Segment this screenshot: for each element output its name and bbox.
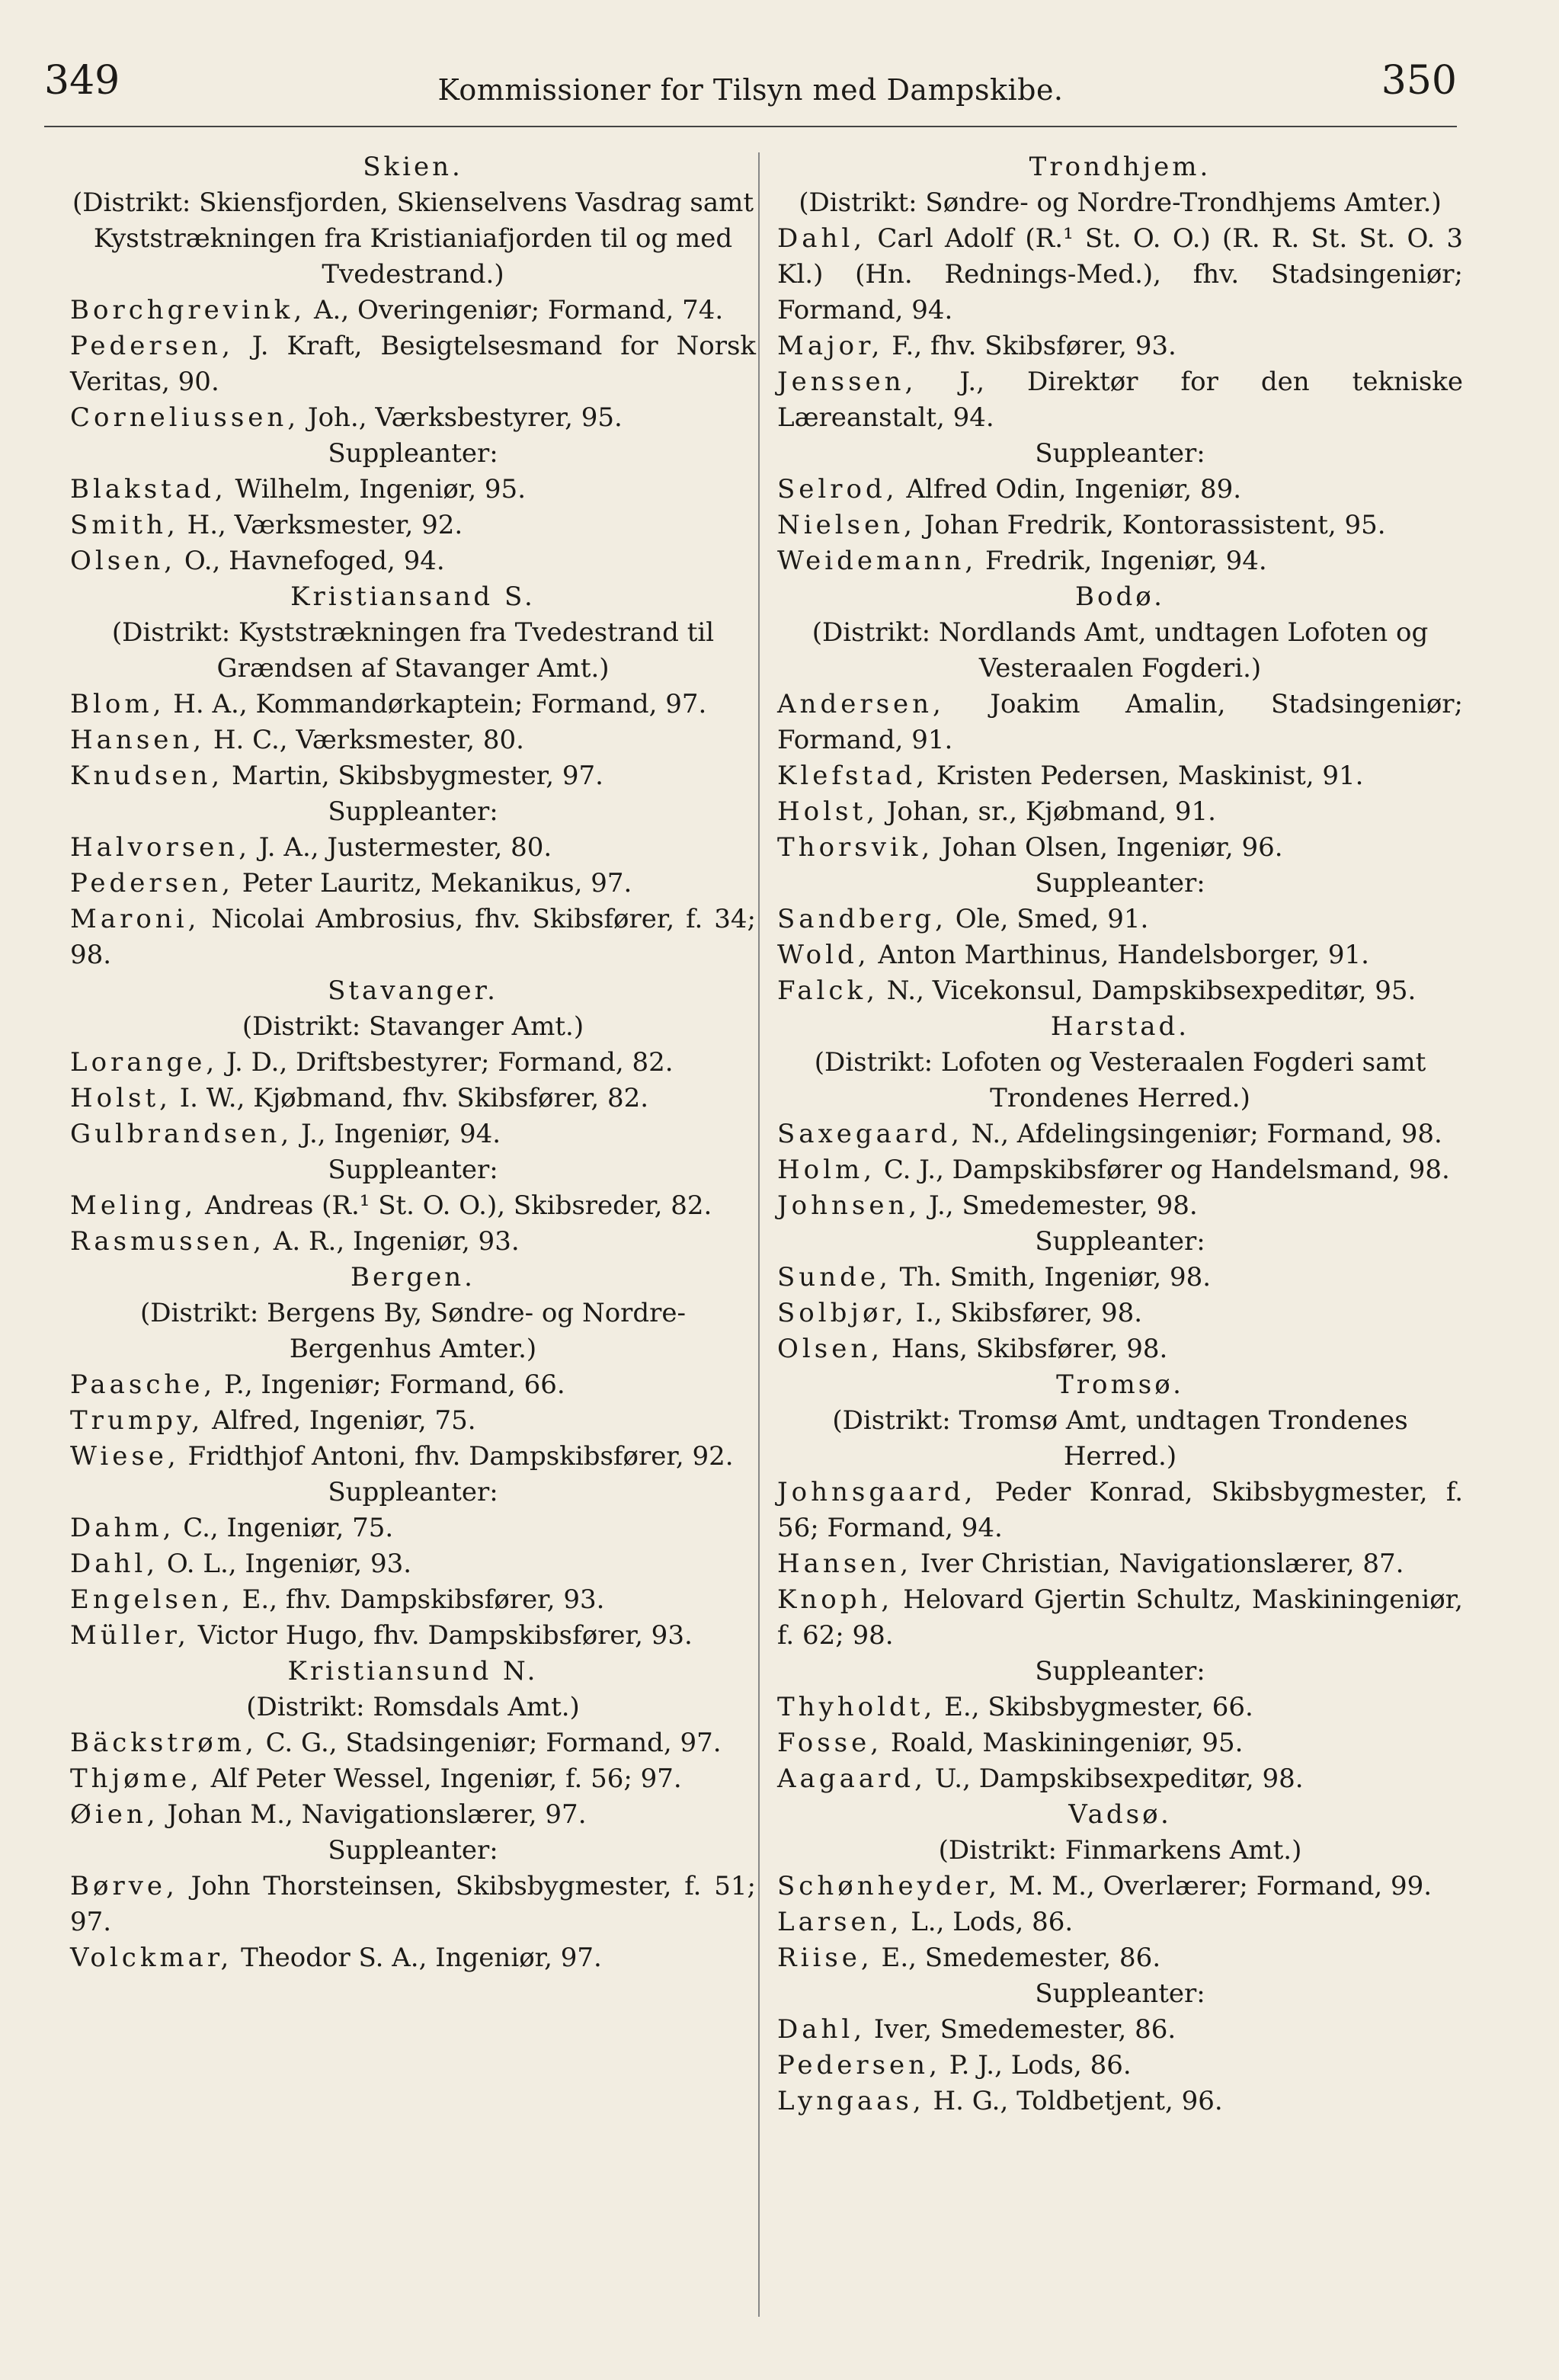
suppleanter-heading: Suppleanter: (328, 1835, 498, 1866)
right-column (777, 149, 1463, 2119)
entry (70, 543, 756, 579)
entry-details: Th. Smith, Ingeniør, 98. (891, 1262, 1212, 1293)
entry-details: Ole, Smed, 91. (946, 904, 1149, 934)
entry-name: Andersen, (777, 689, 945, 719)
entry-details: M. M., Overlærer; Formand, 99. (1000, 1871, 1433, 1901)
entry-name: Holm, (777, 1155, 876, 1185)
entry-name: Larsen, (777, 1907, 903, 1937)
district-note: (Distrikt: Tromsø Amt, undtagen Trondenes Herred.) (832, 1405, 1408, 1472)
entry (777, 472, 1463, 508)
entry (70, 1081, 756, 1116)
suppleanter-heading: Suppleanter: (1035, 1656, 1205, 1687)
page-header (44, 44, 1457, 120)
entry-details: O., Havnefoged, 94. (176, 546, 445, 576)
section-heading: Tromsø. (1056, 1369, 1184, 1400)
entry-name: Saxegaard, (777, 1119, 963, 1149)
entry (777, 1869, 1463, 1904)
entry (777, 830, 1463, 866)
entry-details: I., Skibsfører, 98. (907, 1298, 1143, 1328)
district-note: (Distrikt: Kyststrækningen fra Tvedestrand til Grændsen af Stavanger Amt.) (111, 617, 715, 684)
entry-name: Meling, (70, 1190, 197, 1221)
entry-name: Olsen, (70, 546, 177, 576)
entry (777, 1546, 1463, 1582)
entry-name: Pedersen, (70, 868, 234, 899)
entry-details: E., Smedemester, 86. (872, 1943, 1161, 1973)
entry (70, 1403, 756, 1439)
entry (70, 1725, 756, 1761)
entry-name: Dahl, (777, 223, 866, 254)
entry-name: Gulbrandsen, (70, 1119, 293, 1149)
entry-name: Holst, (777, 796, 879, 827)
entry-details: N., Vicekonsul, Dampskibsexpeditør, 95. (878, 975, 1417, 1006)
entry (70, 1761, 756, 1797)
entry (777, 1296, 1463, 1331)
entry-name: Dahm, (70, 1513, 175, 1543)
entry-details: Iver Christian, Navigationslærer, 87. (912, 1549, 1404, 1579)
entry-details: H. G., Toldbetjent, 96. (924, 2086, 1223, 2116)
entry-details: E., fhv. Dampskibsfører, 93. (233, 1584, 605, 1615)
entry (777, 328, 1463, 364)
entry-name: Klefstad, (777, 761, 928, 791)
entry-details: Johan, sr., Kjøbmand, 91. (878, 796, 1216, 827)
entry-name: Pedersen, (777, 2050, 941, 2080)
entry (777, 1260, 1463, 1296)
entry (777, 364, 1463, 436)
page-number-left: 349 (44, 58, 120, 104)
entry (777, 1475, 1463, 1546)
district-note: (Distrikt: Skiensfjorden, Skienselvens Vasdrag samt Kyststrækningen fra Kristianiafjorden til og med Tvedestrand.) (72, 187, 754, 290)
district-note: (Distrikt: Stavanger Amt.) (242, 1011, 584, 1042)
section-heading: Kristiansund N. (287, 1656, 539, 1687)
entry (70, 1367, 756, 1403)
entry-details: J., Ingeniør, 94. (293, 1119, 501, 1149)
section-heading: Skien. (363, 152, 463, 182)
entry-name: Lorange, (70, 1047, 219, 1078)
entry-details: J. D., Driftsbestyrer; Formand, 82. (218, 1047, 674, 1078)
entry-details: Joh., Værksbestyrer, 95. (299, 402, 623, 433)
entry (777, 794, 1463, 830)
entry (70, 1188, 756, 1224)
entry-name: Maroni, (70, 904, 200, 934)
entry-details: Joakim Amalin, Stadsingeniør; Formand, 91. (777, 689, 1463, 755)
entry-name: Corneliussen, (70, 402, 300, 433)
entry-details: E., Skibsbygmester, 66. (936, 1692, 1253, 1722)
entry-name: Blakstad, (70, 474, 227, 505)
entry-details: Johan Fredrik, Kontorassistent, 95. (915, 510, 1386, 540)
entry-details: J. A., Justermester, 80. (251, 832, 552, 863)
entry-details: J., Smedemester, 98. (920, 1190, 1198, 1221)
entry-name: Knoph, (777, 1584, 894, 1615)
entry (70, 866, 756, 902)
header-rule (44, 126, 1457, 127)
entry (777, 1725, 1463, 1761)
entry (777, 1152, 1463, 1188)
entry-details: Kristen Pedersen, Maskinist, 91. (927, 761, 1364, 791)
entry-name: Thjøme, (70, 1763, 203, 1794)
entry (70, 1439, 756, 1475)
entry-name: Pedersen, (70, 331, 234, 361)
entry-details: Anton Marthinus, Handelsborger, 91. (869, 940, 1369, 970)
entry (777, 508, 1463, 543)
entry-name: Jenssen, (777, 367, 917, 397)
entry-details: H., Værksmester, 92. (178, 510, 463, 540)
suppleanter-heading: Suppleanter: (328, 796, 498, 827)
entry-name: Schønheyder, (777, 1871, 1001, 1901)
entry-details: J., Direktør for den tekniske Læreanstalt, 94. (777, 367, 1463, 433)
entry (70, 1546, 756, 1582)
entry (70, 1510, 756, 1546)
entry-name: Wiese, (70, 1441, 180, 1472)
entry-details: Johan M., Navigationslærer, 97. (158, 1799, 587, 1830)
entry (777, 1761, 1463, 1797)
entry-details: F., fhv. Skibsfører, 93. (883, 331, 1176, 361)
district-note: (Distrikt: Lofoten og Vesteraalen Fogderi samt Trondenes Herred.) (814, 1047, 1426, 1113)
section-heading: Stavanger. (328, 975, 498, 1006)
suppleanter-heading: Suppleanter: (1035, 438, 1205, 469)
suppleanter-heading: Suppleanter: (1035, 868, 1205, 899)
entry-details: Iver, Smedemester, 86. (866, 2014, 1176, 2045)
district-note: (Distrikt: Nordlands Amt, undtagen Lofoten og Vesteraalen Fogderi.) (812, 617, 1429, 684)
entry-details: Wilhelm, Ingeniør, 95. (226, 474, 526, 505)
entry-details: Fridthjof Antoni, fhv. Dampskibsfører, 92. (179, 1441, 734, 1472)
left-column (70, 149, 756, 1976)
column-divider (758, 152, 760, 2317)
entry (70, 1618, 756, 1654)
entry-details: Peter Lauritz, Mekanikus, 97. (233, 868, 632, 899)
entry-name: Rasmussen, (70, 1226, 265, 1257)
entry (70, 902, 756, 973)
entry (777, 937, 1463, 973)
suppleanter-heading: Suppleanter: (328, 438, 498, 469)
district-note: (Distrikt: Romsdals Amt.) (246, 1692, 580, 1722)
entry (70, 722, 756, 758)
entry-details: Theodor S. A., Ingeniør, 97. (232, 1943, 602, 1973)
entry (70, 400, 756, 436)
entry-details: Victor Hugo, fhv. Dampskibsfører, 93. (189, 1620, 693, 1651)
entry-details: Alfred Odin, Ingeniør, 89. (898, 474, 1242, 505)
entry-name: Solbjør, (777, 1298, 908, 1328)
entry-name: Holst, (70, 1083, 171, 1113)
entry-name: Thorsvik, (777, 832, 934, 863)
entry-details: C., Ingeniør, 75. (174, 1513, 394, 1543)
entry (777, 2012, 1463, 2048)
entry-name: Dahl, (777, 2014, 866, 2045)
district-note: (Distrikt: Finmarkens Amt.) (938, 1835, 1302, 1866)
entry (70, 1940, 756, 1976)
entry-details: Helovard Gjertin Schultz, Maskiningeniør, f. 62; 98. (777, 1584, 1463, 1651)
entry (70, 1116, 756, 1152)
entry-name: Trumpy, (70, 1405, 204, 1436)
entry-name: Müller, (70, 1620, 190, 1651)
suppleanter-heading: Suppleanter: (1035, 1226, 1205, 1257)
entry (70, 1045, 756, 1081)
entry (777, 1940, 1463, 1976)
entry-name: Sunde, (777, 1262, 892, 1293)
entry (70, 830, 756, 866)
entry (777, 687, 1463, 758)
suppleanter-heading: Suppleanter: (328, 1155, 498, 1185)
entry-details: Hans, Skibsfører, 98. (883, 1334, 1168, 1364)
entry-details: Martin, Skibsbygmester, 97. (223, 761, 603, 791)
entry-details: P. J., Lods, 86. (940, 2050, 1132, 2080)
entry-details: Alfred, Ingeniør, 75. (203, 1405, 476, 1436)
entry-details: J. Kraft, Besigtelsesmand for Norsk Veritas, 90. (70, 331, 756, 397)
entry-name: Dahl, (70, 1549, 159, 1579)
entry (777, 221, 1463, 328)
entry-name: Børve, (70, 1871, 178, 1901)
entry-details: H. C., Værksmester, 80. (205, 725, 524, 755)
page-number-right: 350 (1381, 58, 1457, 104)
entry-details: John Thorsteinsen, Skibsbygmester, f. 51; 97. (70, 1871, 756, 1937)
entry-details: Nicolai Ambrosius, fhv. Skibsfører, f. 34; 98. (70, 904, 756, 970)
entry (777, 1116, 1463, 1152)
entry (777, 2084, 1463, 2119)
entry-name: Hansen, (70, 725, 206, 755)
entry-details: Johan Olsen, Ingeniør, 96. (933, 832, 1283, 863)
entry-name: Aagaard, (777, 1763, 927, 1794)
entry-details: Alf Peter Wessel, Ingeniør, f. 56; 97. (202, 1763, 682, 1794)
entry-name: Øien, (70, 1799, 159, 1830)
entry (777, 1188, 1463, 1224)
entry-details: L., Lods, 86. (902, 1907, 1074, 1937)
suppleanter-heading: Suppleanter: (1035, 1978, 1205, 2009)
entry (70, 687, 756, 722)
entry-details: O. L., Ingeniør, 93. (158, 1549, 412, 1579)
entry-details: A., Overingeniør; Formand, 74. (306, 295, 724, 325)
entry-name: Johnsen, (777, 1190, 921, 1221)
entry-details: P., Ingeniør; Formand, 66. (216, 1369, 565, 1400)
entry-details: H. A., Kommandørkaptein; Formand, 97. (165, 689, 707, 719)
entry (70, 293, 756, 328)
entry-name: Engelsen, (70, 1584, 234, 1615)
entry-name: Knudsen, (70, 761, 224, 791)
entry (70, 1869, 756, 1940)
entry-name: Blom, (70, 689, 165, 719)
entry-name: Halvorsen, (70, 832, 251, 863)
entry (70, 328, 756, 400)
entry (777, 1690, 1463, 1725)
entry-details: N., Afdelingsingeniør; Formand, 98. (963, 1119, 1442, 1149)
entry-name: Selrod, (777, 474, 898, 505)
entry (777, 1582, 1463, 1654)
entry-details: Peder Konrad, Skibsbygmester, f. 56; Formand, 94. (777, 1477, 1463, 1543)
entry (70, 1224, 756, 1260)
entry (777, 1331, 1463, 1367)
section-heading: Bergen. (351, 1262, 475, 1293)
entry-name: Sandberg, (777, 904, 947, 934)
entry-details: I. W., Kjøbmand, fhv. Skibsfører, 82. (171, 1083, 649, 1113)
entry-name: Hansen, (777, 1549, 913, 1579)
entry-name: Weidemann, (777, 546, 978, 576)
entry-name: Thyholdt, (777, 1692, 936, 1722)
entry-details: Fredrik, Ingeniør, 94. (977, 546, 1267, 576)
entry-details: A. R., Ingeniør, 93. (264, 1226, 520, 1257)
entry (777, 902, 1463, 937)
entry (70, 508, 756, 543)
entry-name: Johnsgaard, (777, 1477, 977, 1507)
entry-details: Carl Adolf (R.¹ St. O. O.) (R. R. St. St. O. 3 Kl.) (Hn. Rednings-Med.), fhv. Stadsingeniør; Formand, 94. (777, 223, 1463, 325)
section-heading: Trondhjem. (1029, 152, 1212, 182)
entry (70, 758, 756, 794)
entry-name: Smith, (70, 510, 179, 540)
entry (777, 2048, 1463, 2084)
entry (777, 973, 1463, 1009)
section-heading: Harstad. (1050, 1011, 1190, 1042)
entry-name: Lyngaas, (777, 2086, 925, 2116)
entry-name: Volckmar, (70, 1943, 233, 1973)
entry-name: Falck, (777, 975, 879, 1006)
entry-details: U., Dampskibsexpeditør, 98. (926, 1763, 1304, 1794)
district-note: (Distrikt: Søndre- og Nordre-Trondhjems Amter.) (799, 187, 1442, 218)
entry-name: Olsen, (777, 1334, 884, 1364)
entry-name: Nielsen, (777, 510, 916, 540)
suppleanter-heading: Suppleanter: (328, 1477, 498, 1507)
entry (777, 543, 1463, 579)
entry-name: Wold, (777, 940, 870, 970)
entry-name: Borchgrevink, (70, 295, 306, 325)
section-heading: Kristiansand S. (290, 581, 536, 612)
entry-details: Roald, Maskiningeniør, 95. (882, 1728, 1244, 1758)
section-heading: Bodø. (1075, 581, 1165, 612)
entry-name: Bäckstrøm, (70, 1728, 258, 1758)
entry (777, 758, 1463, 794)
entry (70, 1582, 756, 1618)
entry-details: C. J., Dampskibsfører og Handelsmand, 98. (876, 1155, 1450, 1185)
page-title: Kommissioner for Tilsyn med Dampskibe. (437, 73, 1064, 107)
entry (777, 1904, 1463, 1940)
entry-name: Paasche, (70, 1369, 216, 1400)
entry-details: C. G., Stadsingeniør; Formand, 97. (257, 1728, 722, 1758)
entry-name: Major, (777, 331, 884, 361)
entry-name: Riise, (777, 1943, 873, 1973)
entry-name: Fosse, (777, 1728, 883, 1758)
entry-details: Andreas (R.¹ St. O. O.), Skibsreder, 82. (197, 1190, 712, 1221)
entry (70, 1797, 756, 1833)
section-heading: Vadsø. (1068, 1799, 1172, 1830)
district-note: (Distrikt: Bergens By, Søndre- og Nordre-Bergenhus Amter.) (139, 1298, 687, 1364)
entry (70, 472, 756, 508)
